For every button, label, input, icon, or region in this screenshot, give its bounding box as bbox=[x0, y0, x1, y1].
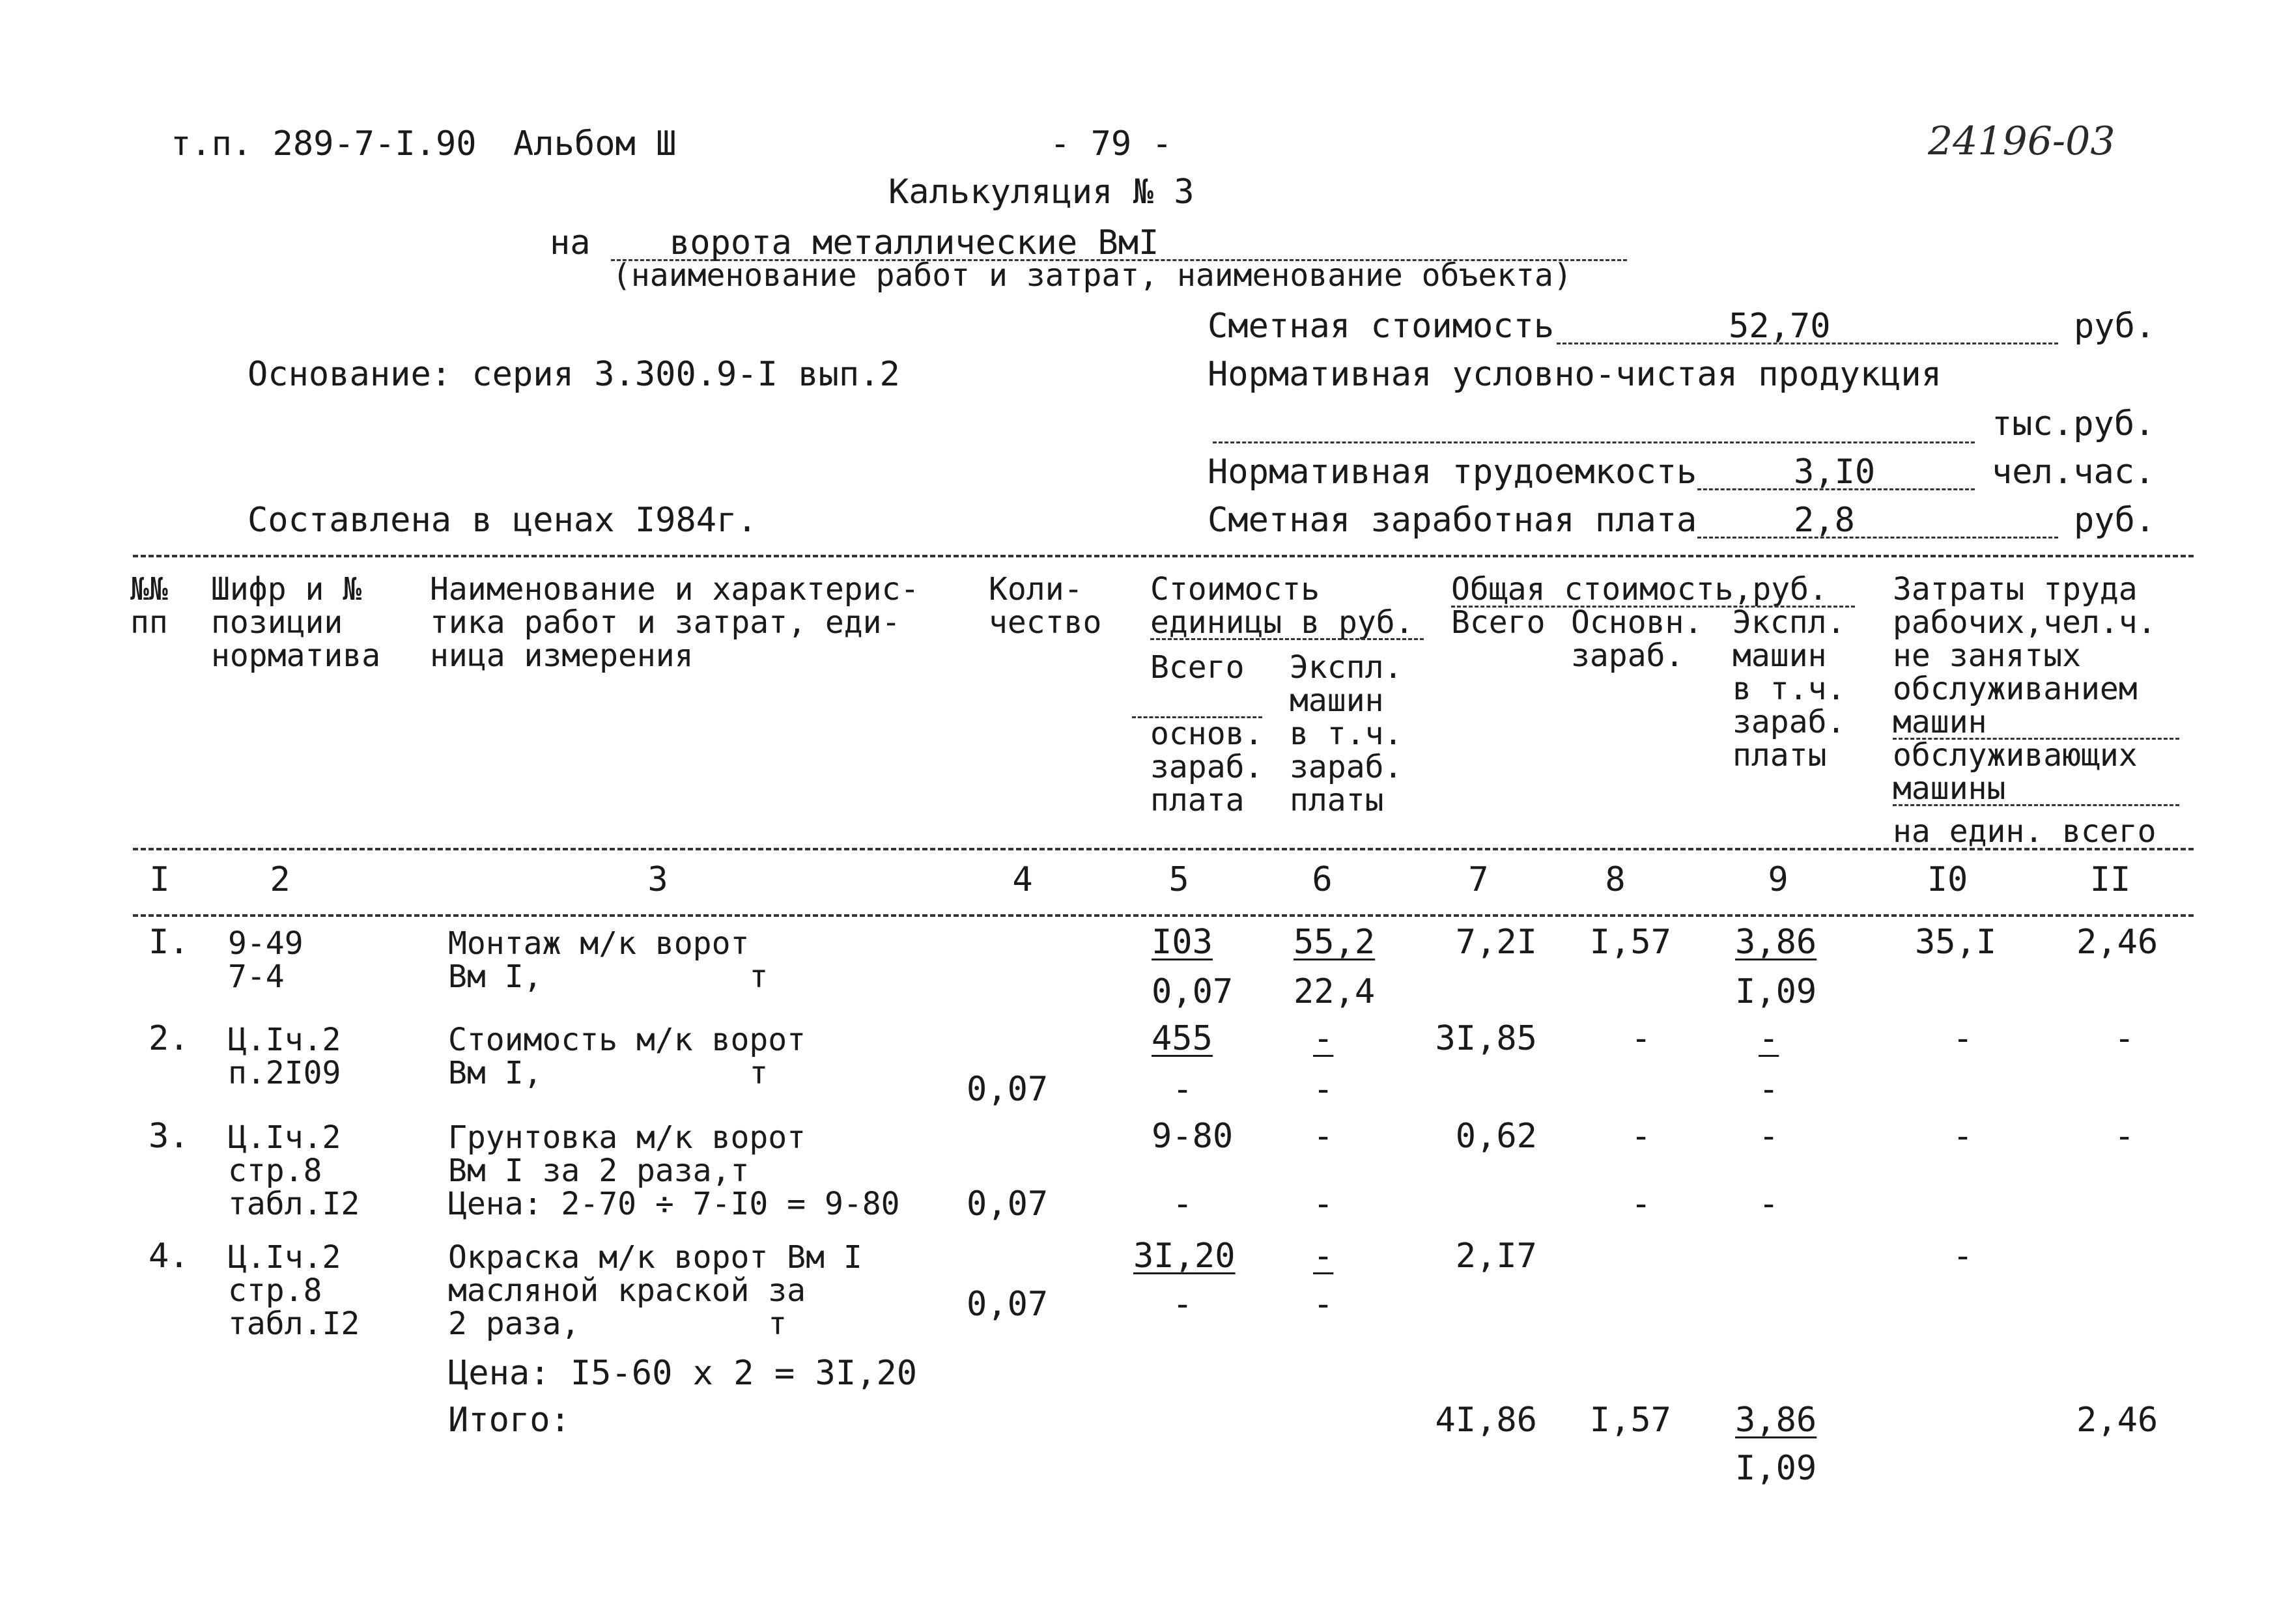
column-number-1: I bbox=[149, 860, 170, 899]
row-number: 2. bbox=[148, 1019, 190, 1058]
estimated-cost-label: Сметная стоимость bbox=[1208, 307, 1555, 346]
column-header-9: Экспл. машин в т.ч. зараб. платы bbox=[1732, 604, 1846, 774]
product-unit: тыс.руб. bbox=[1992, 404, 2155, 443]
row-unit-machine-wage: 22,4 bbox=[1294, 972, 1376, 1011]
row-quantity: 0,07 bbox=[967, 1070, 1049, 1109]
column-header-5: Всего основ. зараб. плата bbox=[1150, 649, 1264, 819]
column-number-rule bbox=[133, 914, 2194, 917]
column-header-6: Экспл. машин в т.ч. зараб. платы bbox=[1290, 649, 1403, 819]
row-code: Ц.Iч.2 стр.8 табл.I2 bbox=[228, 1119, 360, 1222]
column-number-8: 8 bbox=[1605, 860, 1626, 899]
row-number: 3. bbox=[148, 1117, 190, 1156]
row-unit-machine: 55,2 bbox=[1294, 923, 1376, 962]
row-unit-machine-wage: - bbox=[1313, 1285, 1334, 1324]
column-header-10-11: Затраты труда рабочих,чел.ч. не занятых обслуживанием машин обслуживающих машины bbox=[1893, 571, 2157, 807]
column-number-11: II bbox=[2089, 860, 2131, 899]
column-header-1: №№ пп bbox=[130, 571, 168, 641]
column-header-4: Коли- чество bbox=[989, 571, 1102, 641]
row-base-wage: - bbox=[1631, 1117, 1652, 1156]
row-number: 4. bbox=[148, 1237, 190, 1276]
total-base-wage: I,57 bbox=[1589, 1401, 1671, 1440]
basis-text: Основание: серия 3.300.9-I вып.2 bbox=[248, 355, 900, 394]
labor-header-split-2 bbox=[1893, 804, 2179, 806]
column-header-8: Основн. зараб. bbox=[1571, 604, 1703, 674]
row-machine-wage: - bbox=[1759, 1070, 1779, 1109]
col5-split-line bbox=[1132, 716, 1262, 718]
row-unit-wage: - bbox=[1172, 1070, 1193, 1109]
header-bottom-rule bbox=[133, 848, 2194, 850]
handwritten-stamp: 24196-03 bbox=[1928, 119, 2115, 164]
row-base-wage: I,57 bbox=[1589, 923, 1671, 962]
wage-fill-line bbox=[1697, 537, 2058, 539]
total-cost: 4I,86 bbox=[1435, 1401, 1537, 1440]
labor-unit: чел.час. bbox=[1992, 453, 2155, 492]
row-code: 9-49 7-4 bbox=[228, 925, 304, 995]
subject-caption: (наименование работ и затрат, наименование объекта) bbox=[612, 257, 1572, 294]
row-unit-wage: 0,07 bbox=[1152, 972, 1234, 1011]
column-number-5: 5 bbox=[1168, 860, 1189, 899]
table-top-rule bbox=[133, 555, 2194, 557]
prices-text: Составлена в ценах I984г. bbox=[248, 501, 757, 540]
row-labor-unit: - bbox=[1953, 1237, 1973, 1276]
row-base-wage-sub: - bbox=[1631, 1184, 1652, 1224]
row-4-price-note: Цена: I5-60 x 2 = 3I,20 bbox=[448, 1354, 918, 1393]
column-number-6: 6 bbox=[1312, 860, 1333, 899]
product-fill-line bbox=[1213, 441, 1975, 443]
wage-unit: руб. bbox=[2074, 501, 2156, 540]
row-base-wage: - bbox=[1631, 1019, 1652, 1058]
column-group-total-cost: Общая стоимость,руб. bbox=[1451, 571, 1828, 608]
document-reference: т.п. 289-7-I.90 bbox=[171, 124, 477, 163]
row-unit-total: I03 bbox=[1152, 923, 1213, 962]
row-name: Окраска м/к ворот Вм I масляной краской за 2 раза, т bbox=[448, 1239, 862, 1342]
row-unit-total: 9-80 bbox=[1152, 1117, 1234, 1156]
product-label: Нормативная условно-чистая продукция bbox=[1208, 355, 1942, 394]
row-labor-unit: - bbox=[1953, 1019, 1973, 1058]
row-unit-machine: - bbox=[1313, 1117, 1334, 1156]
row-unit-wage: - bbox=[1172, 1184, 1193, 1224]
column-header-3: Наименование и характерис- тика работ и затрат, еди- ница измерения bbox=[430, 571, 920, 674]
total-machine-cost: 3,86 bbox=[1735, 1401, 1817, 1440]
row-name: Стоимость м/к ворот Вм I, т bbox=[448, 1022, 806, 1091]
row-unit-wage: - bbox=[1172, 1285, 1193, 1324]
row-total: 7,2I bbox=[1455, 923, 1537, 962]
row-total: 3I,85 bbox=[1435, 1019, 1537, 1058]
column-header-10-11-sub: на един. всего bbox=[1893, 813, 2157, 850]
row-code: Ц.Iч.2 п.2I09 bbox=[228, 1022, 341, 1091]
total-labor: 2,46 bbox=[2076, 1401, 2158, 1440]
total-label: Итого: bbox=[448, 1401, 571, 1440]
cost-unit: руб. bbox=[2074, 307, 2156, 346]
row-labor-unit: - bbox=[1953, 1117, 1973, 1156]
row-machine-wage: I,09 bbox=[1735, 972, 1817, 1011]
estimated-cost-value: 52,70 bbox=[1729, 307, 1831, 346]
row-number: I. bbox=[148, 923, 190, 962]
total-machine-wage: I,09 bbox=[1735, 1449, 1817, 1488]
row-quantity: 0,07 bbox=[967, 1285, 1049, 1324]
row-quantity: 0,07 bbox=[967, 1184, 1049, 1224]
column-header-2: Шифр и № позиции норматива bbox=[211, 571, 381, 674]
row-name: Грунтовка м/к ворот Вм I за 2 раза,т Цена: 2-70 ÷ 7-I0 = 9-80 bbox=[448, 1119, 900, 1222]
wage-value: 2,8 bbox=[1794, 501, 1855, 540]
labor-header-split bbox=[1893, 738, 2179, 740]
row-unit-machine-wage: - bbox=[1313, 1184, 1334, 1224]
subject-value: ворота металлические ВмI bbox=[670, 223, 1159, 262]
row-labor-total: - bbox=[2114, 1019, 2135, 1058]
row-labor-total: - bbox=[2114, 1117, 2135, 1156]
row-unit-total: 3I,20 bbox=[1133, 1237, 1236, 1276]
column-header-7: Всего bbox=[1451, 604, 1546, 641]
column-number-9: 9 bbox=[1768, 860, 1789, 899]
row-unit-machine: - bbox=[1313, 1019, 1334, 1058]
column-number-2: 2 bbox=[270, 860, 290, 899]
row-machine-cost: - bbox=[1759, 1117, 1779, 1156]
row-machine-cost: 3,86 bbox=[1735, 923, 1817, 962]
row-unit-total: 455 bbox=[1152, 1019, 1213, 1058]
subject-prefix: на bbox=[550, 223, 591, 262]
row-total: 2,I7 bbox=[1455, 1237, 1537, 1276]
row-unit-machine: - bbox=[1313, 1237, 1334, 1276]
row-name: Монтаж м/к ворот Вм I, т bbox=[448, 925, 769, 995]
wage-label: Сметная заработная плата bbox=[1208, 501, 1697, 540]
column-number-10: I0 bbox=[1927, 860, 1968, 899]
album-label: Альбом Ш bbox=[513, 124, 677, 163]
unit-cost-underline bbox=[1150, 638, 1424, 640]
labor-label: Нормативная трудоемкость bbox=[1208, 453, 1697, 492]
row-unit-machine-wage: - bbox=[1313, 1070, 1334, 1109]
column-group-unit-cost: Стоимость единицы в руб. bbox=[1150, 571, 1414, 641]
row-labor-unit: 35,I bbox=[1915, 923, 1997, 962]
row-machine-cost: - bbox=[1759, 1019, 1779, 1058]
row-code: Ц.Iч.2 стр.8 табл.I2 bbox=[228, 1239, 360, 1342]
page-number: - 79 - bbox=[1050, 124, 1172, 163]
calculation-title: Калькуляция № 3 bbox=[888, 173, 1195, 212]
column-number-3: 3 bbox=[647, 860, 668, 899]
row-total: 0,62 bbox=[1455, 1117, 1537, 1156]
column-number-7: 7 bbox=[1468, 860, 1489, 899]
row-machine-wage: - bbox=[1759, 1184, 1779, 1224]
row-labor-total: 2,46 bbox=[2076, 923, 2158, 962]
column-number-4: 4 bbox=[1012, 860, 1033, 899]
labor-value: 3,I0 bbox=[1794, 453, 1876, 492]
